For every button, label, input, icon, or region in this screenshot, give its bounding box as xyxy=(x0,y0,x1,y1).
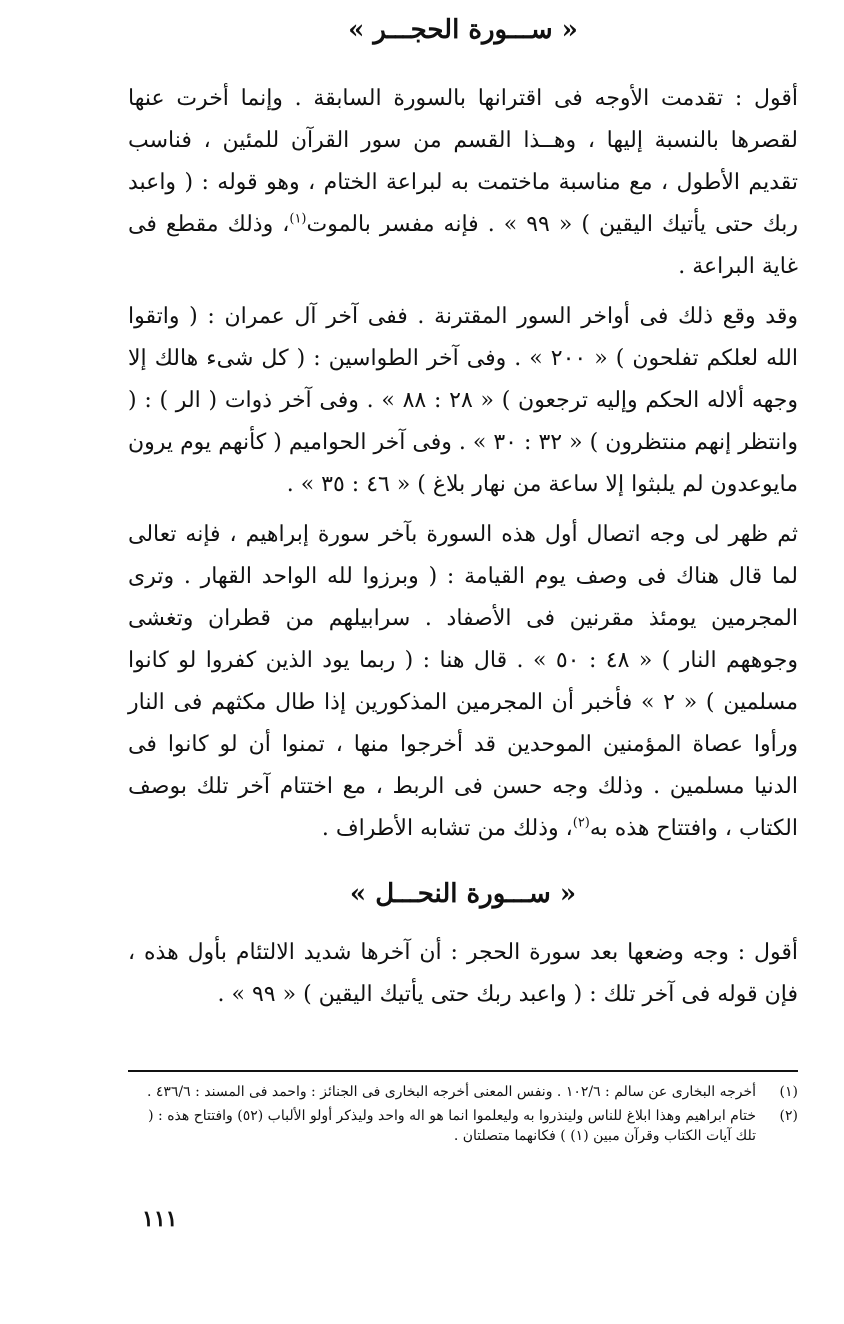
footnote-number: (٢) xyxy=(779,1108,798,1124)
surah-title-hijr: « ســـورة الحجـــر » xyxy=(348,15,578,45)
page-number: ١١١ xyxy=(142,1206,178,1232)
paragraph-3 xyxy=(128,514,798,850)
paragraph-2: وقد وقع ذلك فى أواخر السور المقترنة . ففى آخر آل عمران : ( واتقوا الله لعلكم تفلحون ) « ٢٠٠ » . وفى آخر الطواسين : ( كل شىء هالك إلا وجهه ألاله الحكم وإليه ترجعون ) « ٢٨ : ٨٨ » . وفى آخر ذوات ( الر ) : ( وانتظر إنهم منتظرون ) « ٣٢ : ٣٠ » . وفى آخر الحواميم ( كأنهم يوم يرون مايوعدون لم يلبثوا إلا ساعة من نهار بلاغ ) « ٤٦ : ٣٥ » . xyxy=(128,304,798,497)
paragraph-1 xyxy=(128,78,798,288)
paragraph-1-text-end: ، وذلك مقطع فى غاية البراعة . xyxy=(128,212,798,279)
paragraph-nahl: أقول : وجه وضعها بعد سورة الحجر : أن آخرها شديد الالتئام بأول هذه ، فإن قوله فى آخر تلك : ( واعبد ربك حتى يأتيك اليقين ) « ٩٩ » . xyxy=(128,940,798,1007)
paragraph-1-text: أقول : تقدمت الأوجه فى اقترانها بالسورة السابقة . وإنما أخرت عنها لقصرها بالنسبة إليها ، وهــذا القسم من سور القرآن للمئين ، فناسب تقديم الأطول ، مع مناسبة ماختمت به لبراعة الختام ، وهو قوله : ( واعبد ربك حتى يأتيك اليقين ) « ٩٩ » . فإنه مفسر بالموت xyxy=(128,86,798,237)
footnote-text: أخرجه البخارى عن سالم : ١٠٢/٦ . ونفس المعنى أخرجه البخارى فى الجنائز : واحمد فى المسند : ٤٣٦/٦ . xyxy=(146,1084,756,1100)
footnote-1 xyxy=(128,1082,798,1102)
paragraph-3-text: ثم ظهر لى وجه اتصال أول هذه السورة بآخر سورة إبراهيم ، فإنه تعالى لما قال هناك فى وصف يوم القيامة : ( وبرزوا لله الواحد القهار . وترى المجرمين يومئذ مقرنين فى الأصفاد . سرابيلهم من قطران وتغشى وجوههم النار ) « ٤٨ : ٥٠ » . قال هنا : ( ربما يود الذين كفروا لو كانوا مسلمين ) « ٢ » فأخبر أن المجرمين المذكورين إذا طال مكثهم فى النار ورأوا عصاة المؤمنين الموحدين قد أخرجوا منها ، تمنوا أن لو كانوا فى الدنيا مسلمين . وذلك وجه حسن فى الربط ، مع اختتام آخر تلك بوصف الكتاب ، وافتتاح هذه به xyxy=(128,522,798,841)
footnote-number: (١) xyxy=(779,1084,798,1100)
footnotes xyxy=(128,1070,798,1150)
surah-title-nahl: « ســـورة النحـــل » xyxy=(349,879,577,909)
footnote-ref-1: (١) xyxy=(289,211,307,227)
footnote-2 xyxy=(128,1106,798,1146)
footnote-ref-2: (٢) xyxy=(572,815,590,831)
paragraph-3-text-end: ، وذلك من تشابه الأطراف . xyxy=(321,816,573,841)
footnote-text: ختام ابراهيم وهذا ابلاغ للناس ولينذروا به وليعلموا انما هو اله واحد وليذكر أولو الألباب (٥٢) وافتتاح هذه : ( تلك آيات الكتاب وقرآن مبين (١) ) فكانهما متصلتان . xyxy=(148,1108,756,1144)
